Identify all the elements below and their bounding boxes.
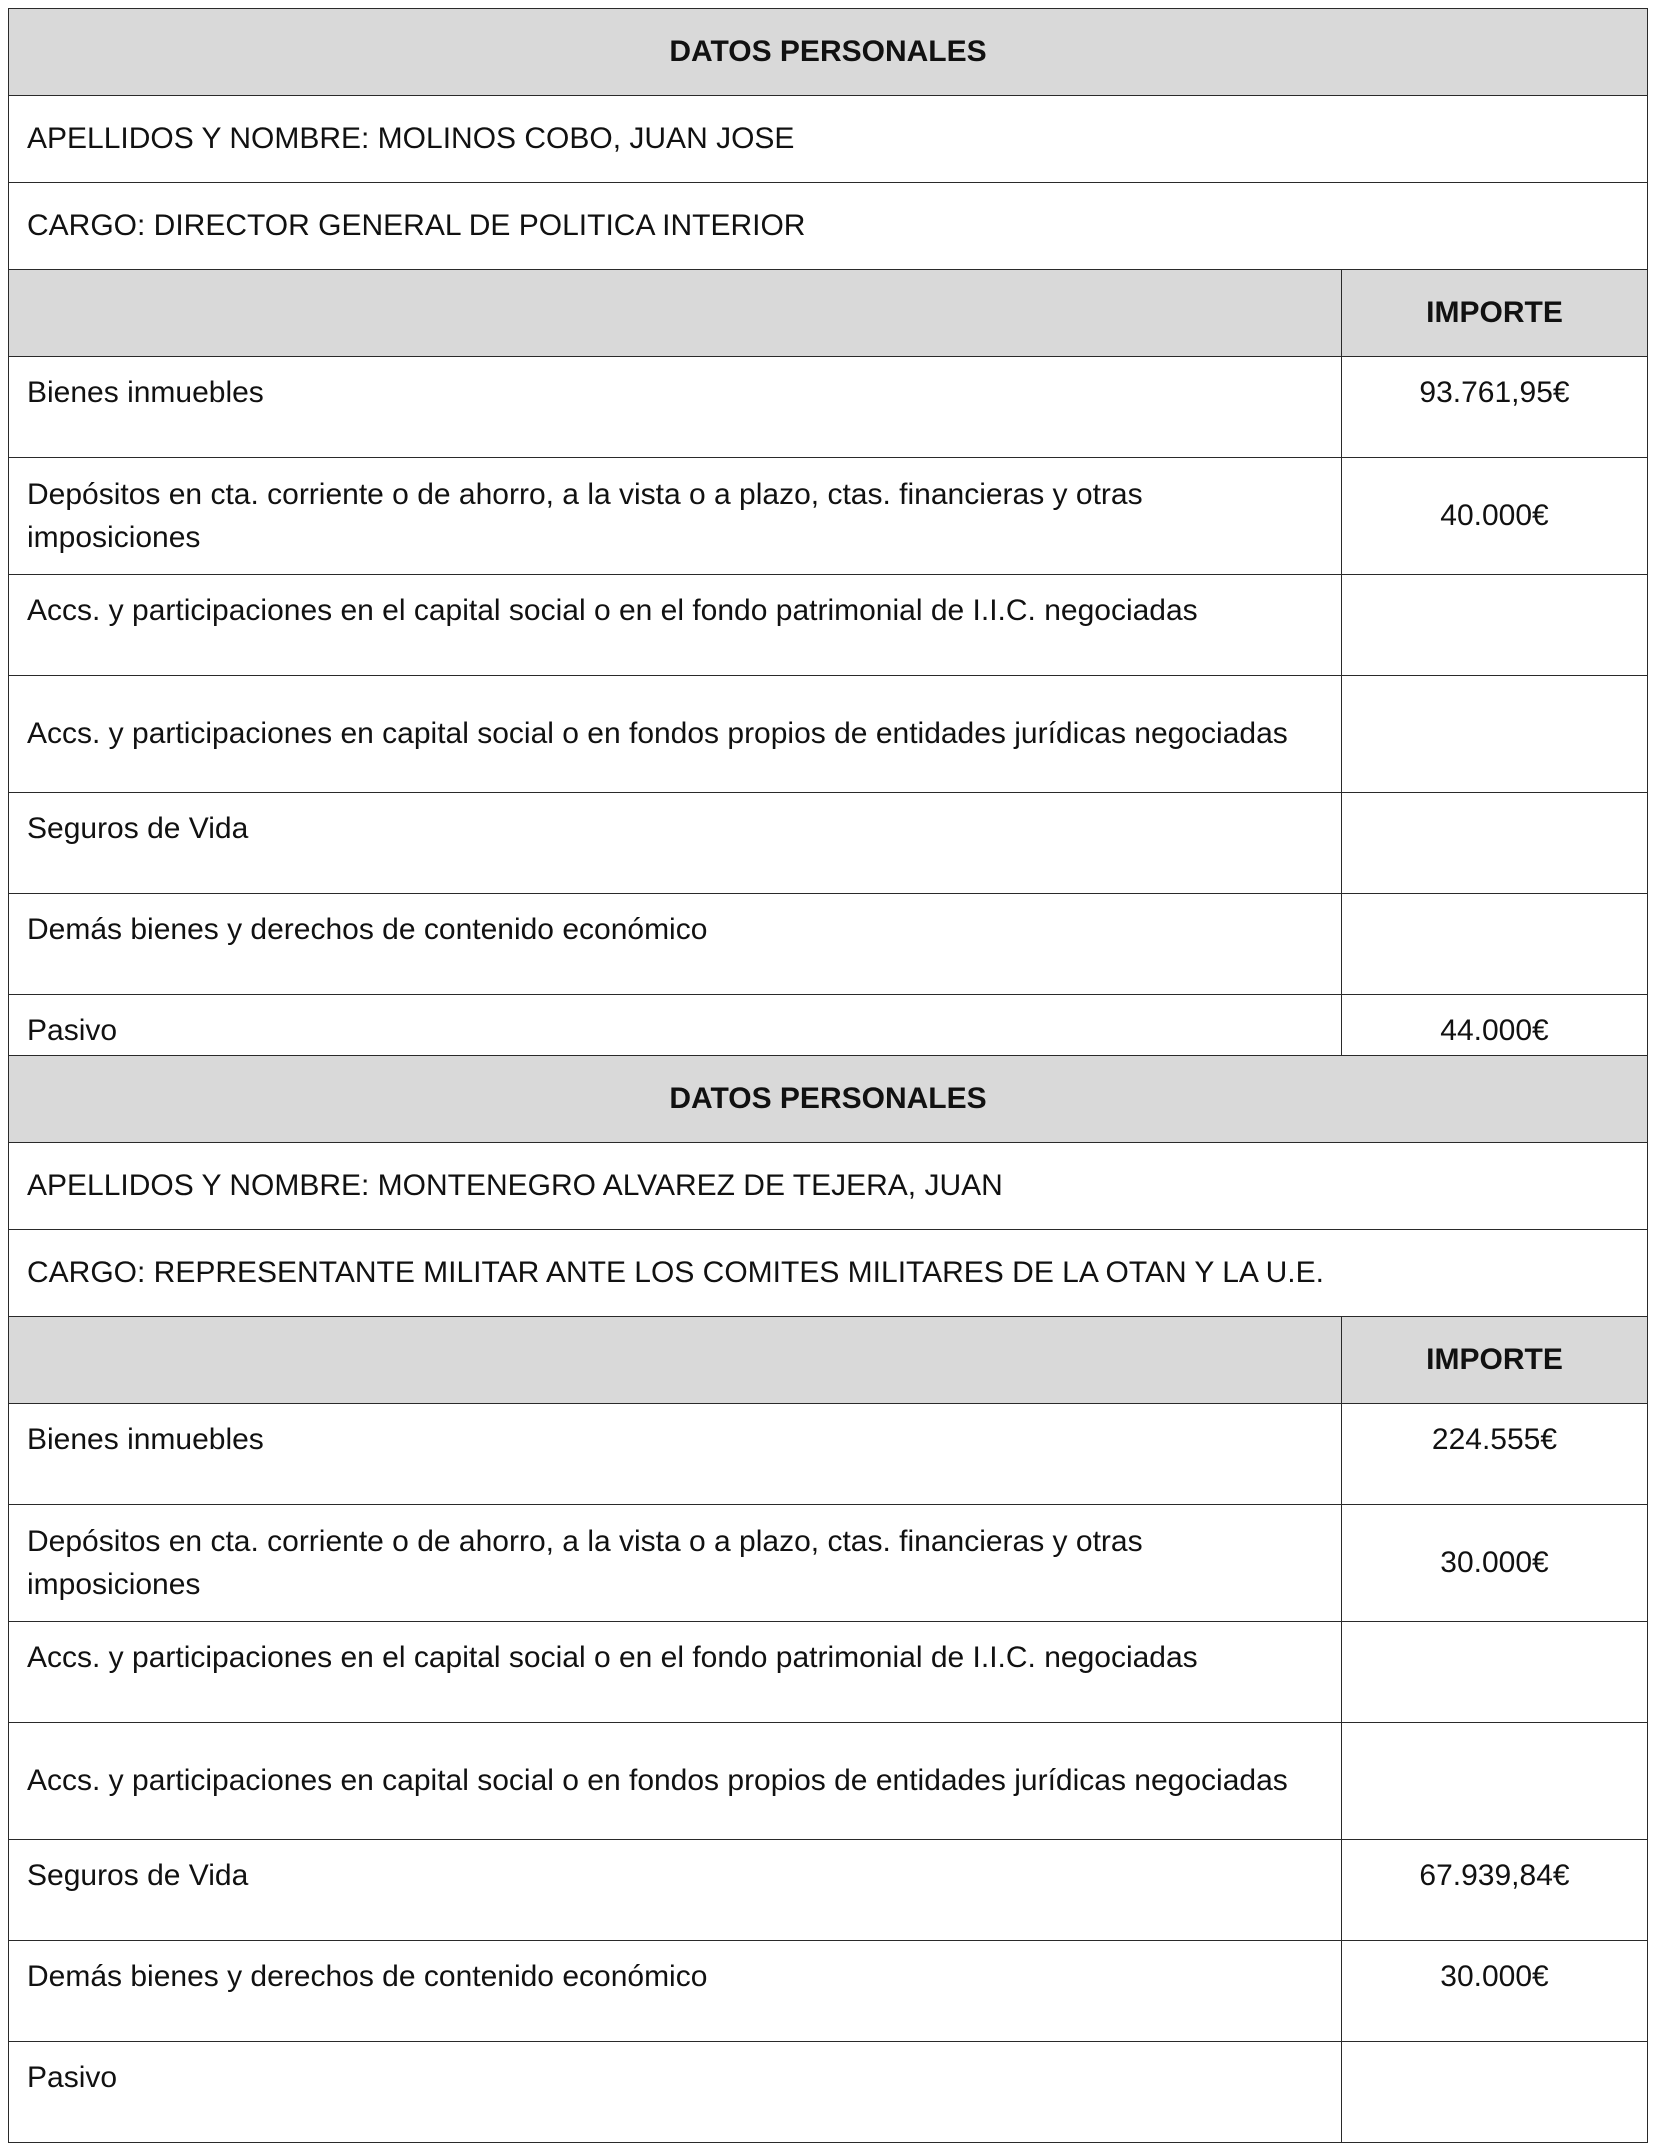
table-row	[9, 1723, 1648, 1840]
row-label: Seguros de Vida	[9, 1840, 1342, 1941]
row-value: 67.939,84€	[1342, 1840, 1648, 1941]
person-name: APELLIDOS Y NOMBRE: MOLINOS COBO, JUAN JOSE	[9, 96, 1648, 183]
amount-header-row	[9, 1317, 1648, 1404]
table-row	[9, 357, 1648, 458]
row-value	[1342, 676, 1648, 793]
section-header: DATOS PERSONALES	[9, 1056, 1648, 1143]
row-value: 30.000€	[1342, 1505, 1648, 1622]
row-label: Accs. y participaciones en capital social o en fondos propios de entidades jurídicas negociadas	[9, 1723, 1342, 1840]
cargo-row	[9, 183, 1648, 270]
row-label: Accs. y participaciones en el capital social o en el fondo patrimonial de I.I.C. negociadas	[9, 575, 1342, 676]
person-cargo: CARGO: DIRECTOR GENERAL DE POLITICA INTERIOR	[9, 183, 1648, 270]
row-label: Demás bienes y derechos de contenido económico	[9, 894, 1342, 995]
row-label: Depósitos en cta. corriente o de ahorro, a la vista o a plazo, ctas. financieras y otras imposiciones	[9, 1505, 1342, 1622]
table-row	[9, 458, 1648, 575]
asset-declaration-table-2	[8, 1055, 1648, 2143]
row-label: Accs. y participaciones en capital social o en fondos propios de entidades jurídicas negociadas	[9, 676, 1342, 793]
cargo-row	[9, 1230, 1648, 1317]
section-header-row	[9, 9, 1648, 96]
table-row	[9, 894, 1648, 995]
person-name: APELLIDOS Y NOMBRE: MONTENEGRO ALVAREZ DE TEJERA, JUAN	[9, 1143, 1648, 1230]
row-value: 40.000€	[1342, 458, 1648, 575]
amount-column-header: IMPORTE	[1342, 270, 1648, 357]
table-row	[9, 1505, 1648, 1622]
section-header-row	[9, 1056, 1648, 1143]
table-row	[9, 2042, 1648, 2143]
amount-header-row	[9, 270, 1648, 357]
row-value: 93.761,95€	[1342, 357, 1648, 458]
table-row	[9, 793, 1648, 894]
name-row	[9, 96, 1648, 183]
row-label: Depósitos en cta. corriente o de ahorro, a la vista o a plazo, ctas. financieras y otras imposiciones	[9, 458, 1342, 575]
row-value	[1342, 1723, 1648, 1840]
row-label: Demás bienes y derechos de contenido económico	[9, 1941, 1342, 2042]
row-label: Bienes inmuebles	[9, 357, 1342, 458]
row-value: 30.000€	[1342, 1941, 1648, 2042]
row-value: 224.555€	[1342, 1404, 1648, 1505]
table-row	[9, 676, 1648, 793]
row-label: Accs. y participaciones en el capital social o en el fondo patrimonial de I.I.C. negociadas	[9, 1622, 1342, 1723]
name-row	[9, 1143, 1648, 1230]
row-label: Seguros de Vida	[9, 793, 1342, 894]
row-value	[1342, 894, 1648, 995]
asset-declaration-table-1	[8, 8, 1648, 1096]
blank-header-cell	[9, 270, 1342, 357]
row-value	[1342, 2042, 1648, 2143]
table-row	[9, 575, 1648, 676]
row-value	[1342, 793, 1648, 894]
row-label: Bienes inmuebles	[9, 1404, 1342, 1505]
section-header: DATOS PERSONALES	[9, 9, 1648, 96]
table-row	[9, 1840, 1648, 1941]
amount-column-header: IMPORTE	[1342, 1317, 1648, 1404]
table-row	[9, 1622, 1648, 1723]
row-value	[1342, 1622, 1648, 1723]
table-row	[9, 1941, 1648, 2042]
table-row	[9, 1404, 1648, 1505]
row-label: Pasivo	[9, 2042, 1342, 2143]
row-value: 44.000€	[1342, 995, 1648, 1096]
person-cargo: CARGO: REPRESENTANTE MILITAR ANTE LOS COMITES MILITARES DE LA OTAN Y LA U.E.	[9, 1230, 1648, 1317]
row-label: Pasivo	[9, 995, 1342, 1096]
row-value	[1342, 575, 1648, 676]
blank-header-cell	[9, 1317, 1342, 1404]
